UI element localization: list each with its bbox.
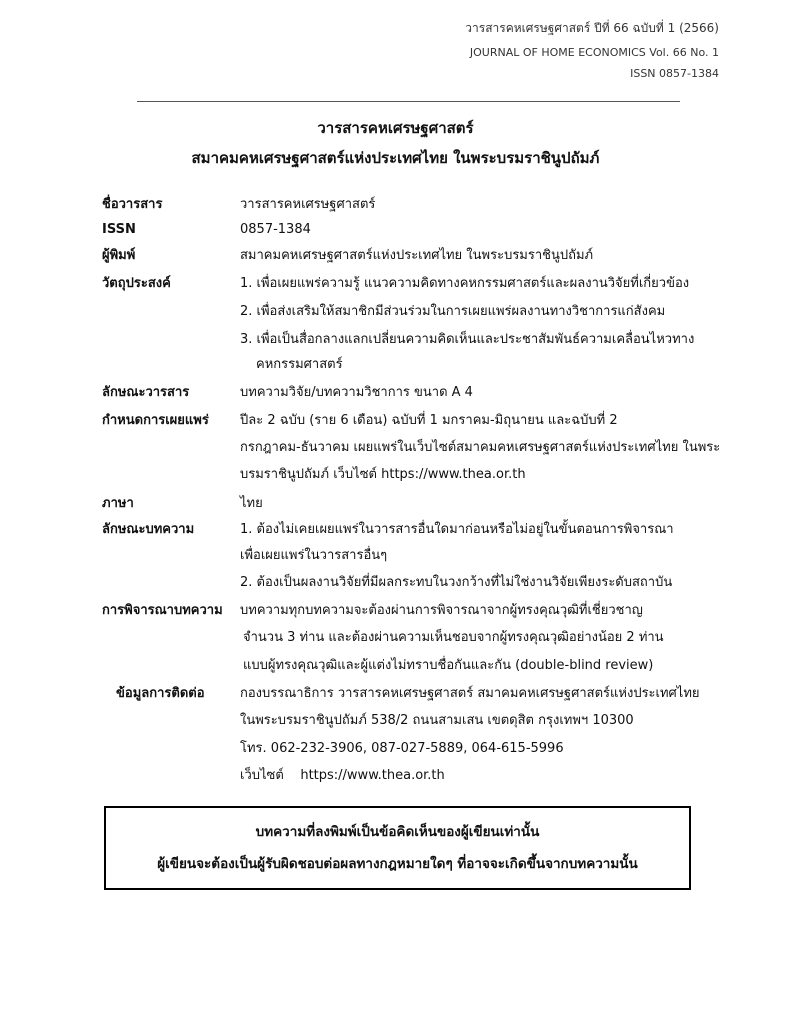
review-line-2: จำนวน 3 ท่าน และต้องผ่านความเห็นชอบจากผู้ทรงคุณวุฒิอย่างน้อย 2 ท่าน <box>243 630 664 645</box>
schedule-line-2: กรกฎาคม-ธันวาคม เผยแพร่ในเว็บไซต์สมาคมคหเศรษฐศาสตร์แห่งประเทศไทย ในพระ <box>240 440 721 455</box>
article-label: ลักษณะบทความ <box>102 522 195 537</box>
objective-item-3-cont: คหกรรมศาสตร์ <box>256 357 343 372</box>
contact-line-4: เว็บไซต์ https://www.thea.or.th <box>240 768 445 783</box>
disclaimer-line-2: ผู้เขียนจะต้องเป็นผู้รับผิดชอบต่อผลทางกฎหมายใดๆ ที่อาจจะเกิดขึ้นจากบทความนั้น <box>157 856 638 872</box>
schedule-line-3: บรมราชินูปถัมภ์ เว็บไซต์ https://www.thea.or.th <box>240 467 526 482</box>
contact-line-2: ในพระบรมราชินูปถัมภ์ 538/2 ถนนสามเสน เขตดุสิต กรุงเทพฯ 10300 <box>240 713 634 728</box>
language-label: ภาษา <box>102 496 134 511</box>
disclaimer-line-1: บทความที่ลงพิมพ์เป็นข้อคิดเห็นของผู้เขียนเท่านั้น <box>255 824 540 840</box>
publisher-value: สมาคมคหเศรษฐศาสตร์แห่งประเทศไทย ในพระบรมราชินูปถัมภ์ <box>240 248 594 263</box>
contact-line-1: กองบรรณาธิการ วารสารคหเศรษฐศาสตร์ สมาคมคหเศรษฐศาสตร์แห่งประเทศไทย <box>240 686 700 701</box>
disclaimer-box <box>104 806 691 890</box>
objective-item-3: 3. เพื่อเป็นสื่อกลางแลกเปลี่ยนความคิดเห็นและประชาสัมพันธ์ความเคลื่อนไหวทาง <box>240 332 695 347</box>
schedule-line-1: ปีละ 2 ฉบับ (ราย 6 เดือน) ฉบับที่ 1 มกราคม-มิถุนายน และฉบับที่ 2 <box>240 413 618 428</box>
publisher-label: ผู้พิมพ์ <box>102 248 136 263</box>
contact-label: ข้อมูลการติดต่อ <box>116 686 205 701</box>
page-subtitle: สมาคมคหเศรษฐศาสตร์แห่งประเทศไทย ในพระบรมราชินูปถัมภ์ <box>191 149 600 167</box>
review-line-3: แบบผู้ทรงคุณวุฒิและผู้แต่งไม่ทราบชื่อกันและกัน (double-blind review) <box>243 658 654 673</box>
journal-english-header: JOURNAL OF HOME ECONOMICS Vol. 66 No. 1 <box>469 46 719 59</box>
issn-header: ISSN 0857-1384 <box>630 67 719 80</box>
issn-value: 0857-1384 <box>240 222 311 237</box>
journal-label: ชื่อวารสาร <box>102 197 163 212</box>
schedule-label: กำหนดการเผยแพร่ <box>102 413 209 428</box>
review-label: การพิจารณาบทความ <box>102 603 223 618</box>
contact-line-3: โทร. 062-232-3906, 087-027-5889, 064-615-5996 <box>240 741 564 756</box>
header-divider <box>137 101 680 102</box>
objective-label: วัตถุประสงค์ <box>102 276 171 291</box>
journal-issue-header: วารสารคหเศรษฐศาสตร์ ปีที่ 66 ฉบับที่ 1 (2566) <box>465 21 719 35</box>
nature-label: ลักษณะวารสาร <box>102 385 190 400</box>
nature-value: บทความวิจัย/บทความวิชาการ ขนาด A 4 <box>240 385 473 400</box>
issn-label: ISSN <box>102 222 136 237</box>
article-line-1: 1. ต้องไม่เคยเผยแพร่ในวารสารอื่นใดมาก่อนหรือไม่อยู่ในขั้นตอนการพิจารณา <box>240 522 674 537</box>
objective-item-2: 2. เพื่อส่งเสริมให้สมาชิกมีส่วนร่วมในการเผยแพร่ผลงานทางวิชาการแก่สังคม <box>240 304 666 319</box>
language-value: ไทย <box>240 496 263 511</box>
article-line-2: เพื่อเผยแพร่ในวารสารอื่นๆ <box>240 548 388 563</box>
review-line-1: บทความทุกบทความจะต้องผ่านการพิจารณาจากผู้ทรงคุณวุฒิที่เชี่ยวชาญ <box>240 603 643 618</box>
article-line-3: 2. ต้องเป็นผลงานวิจัยที่มีผลกระทบในวงกว้างที่ไม่ใช่งานวิจัยเพียงระดับสถาบัน <box>240 575 673 590</box>
objective-item-1: 1. เพื่อเผยแพร่ความรู้ แนวความคิดทางคหกรรมศาสตร์และผลงานวิจัยที่เกี่ยวข้อง <box>240 276 690 291</box>
page-title: วารสารคหเศรษฐศาสตร์ <box>317 119 474 137</box>
journal-value: วารสารคหเศรษฐศาสตร์ <box>240 197 376 212</box>
